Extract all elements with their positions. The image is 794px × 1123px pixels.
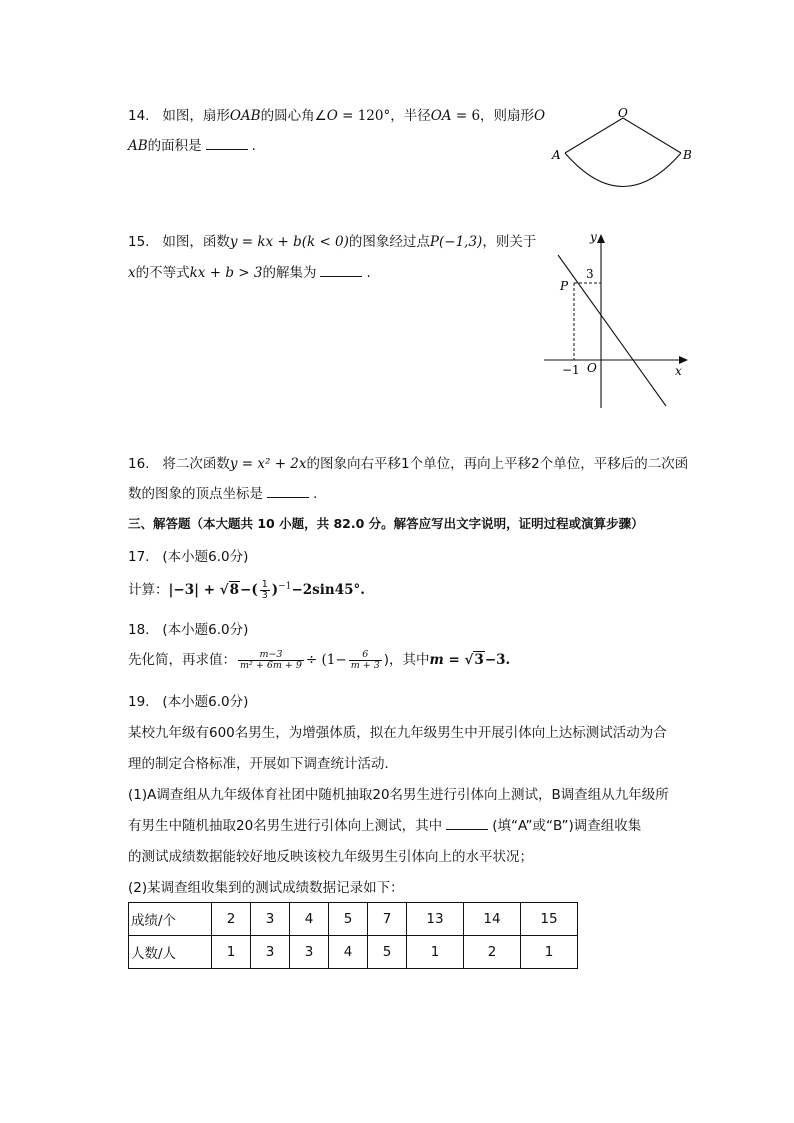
q19-paragraph-3: (1)A调查组从九年级体育社团中随机抽取20名男生进行引体向上测试，B调查组从九年级所 (128, 787, 669, 803)
q19-paragraph-5: 的测试成绩数据能较好地反映该校九年级男生引体向上的水平状况； (128, 849, 533, 865)
q19-paragraph-1: 某校九年级有600名男生，为增强体质，拟在九年级男生中开展引体向上达标测试活动为合 (128, 725, 667, 741)
section-heading: 三、解答题（本大题共 10 小题，共 82.0 分。解答应写出文字说明，证明过程或演算步骤） (128, 516, 644, 531)
fraction-one-third: $\frac{1}{3}$ (261, 578, 268, 601)
q15-answer-blank[interactable] (320, 264, 362, 277)
score-table (128, 902, 578, 969)
q19-paragraph-4: 有男生中随机抽取20名男生进行引体向上测试，其中 (填“A”或“B”)调查组收集 (128, 818, 642, 834)
fraction-m-minus-3: $\frac{m-3}{\text{m² + 6m + 9}}$ (240, 648, 302, 671)
table-cell: 7 (368, 903, 407, 936)
label-o: O (618, 106, 628, 120)
label-x: x (675, 364, 682, 378)
q18-header: 18. (本小题6.0分) (128, 622, 249, 638)
arc-ab (565, 153, 681, 187)
q14-line2: AB的面积是 . (128, 138, 256, 154)
table-header-count: 人数/人 (129, 936, 212, 969)
table-cell: 14 (464, 903, 521, 936)
radius-oa (565, 118, 623, 153)
label-minus-one: −1 (562, 363, 580, 377)
q14-answer-blank[interactable] (206, 137, 248, 150)
table-cell: 5 (368, 936, 407, 969)
label-b: B (683, 148, 692, 162)
table-row-counts (129, 936, 578, 969)
q14-line1: 14. 如图，扇形OAB的圆心角∠O = 120°，半径OA = 6，则扇形O (128, 108, 546, 124)
fraction-6-over-m-plus-3: $\frac{6}{m + 3}$ (350, 648, 380, 671)
q19-header: 19. (本小题6.0分) (128, 694, 249, 710)
table-cell: 2 (464, 936, 521, 969)
q16-line1: 16. 将二次函数y = x² + 2x的图象向右平移1个单位，再向上平移2个单位，平移后的二次函 (128, 456, 689, 472)
table-cell: 1 (521, 936, 578, 969)
table-cell: 1 (212, 936, 251, 969)
label-y: y (590, 230, 597, 244)
table-cell: 3 (290, 936, 329, 969)
x-axis-arrow (679, 356, 688, 364)
q18-expression: 先化简，再求值： $\frac{m-3}{\text{m² + 6m + 9}}$ ÷ (1− $\frac{6}{m + 3}$ )，其中m = √3−3. (128, 648, 511, 671)
table-cell: 15 (521, 903, 578, 936)
table-row-scores (129, 903, 578, 936)
q19-paragraph-2: 理的制定合格标准，开展如下调查统计活动． (128, 756, 398, 772)
label-origin: O (587, 361, 597, 375)
table-cell: 5 (329, 903, 368, 936)
y-axis-arrow (597, 234, 605, 243)
table-cell: 4 (329, 936, 368, 969)
linear-function-figure (540, 228, 700, 413)
table-cell: 4 (290, 903, 329, 936)
table-header-score: 成绩/个 (129, 903, 212, 936)
label-three: 3 (586, 267, 594, 281)
label-a: A (552, 148, 561, 162)
q17-header: 17. (本小题6.0分) (128, 549, 249, 565)
table-cell: 1 (407, 936, 464, 969)
q16-line2: 数的图象的顶点坐标是 . (128, 486, 318, 502)
q16-answer-blank[interactable] (267, 485, 309, 498)
table-cell: 3 (251, 936, 290, 969)
q19-paragraph-6: (2)某调查组收集到的测试成绩数据记录如下： (128, 880, 404, 896)
q15-line2: x的不等式kx + b > 3的解集为 . (128, 265, 371, 281)
q15-line1: 15. 如图，函数y = kx + b(k < 0)的图象经过点P(−1,3)，则关于 (128, 234, 537, 250)
table-cell: 3 (251, 903, 290, 936)
q19-answer-blank[interactable] (446, 817, 488, 830)
sector-figure (540, 100, 710, 200)
table-cell: 13 (407, 903, 464, 936)
label-p: P (560, 279, 569, 293)
radius-ob (623, 118, 681, 153)
q17-expression: 计算：|−3| + √8−( $\frac{1}{3}$ )$^{-1}$−2sin45°. (128, 578, 365, 601)
table-cell: 2 (212, 903, 251, 936)
